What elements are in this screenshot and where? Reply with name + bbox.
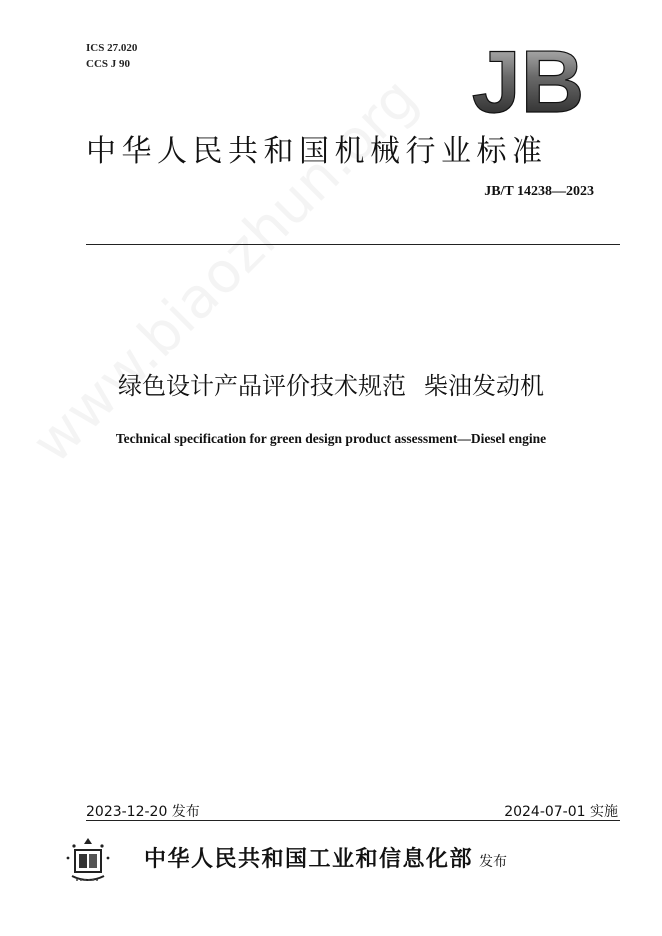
standard-category: 中华人民共和国机械行业标准 (86, 134, 548, 169)
implementation-date: 2024-07-01 实施 (504, 804, 618, 820)
ministry-seal-icon (62, 834, 114, 886)
ics-code: ICS 27.020 (86, 42, 138, 54)
jb-logo (466, 46, 590, 118)
top-divider (86, 244, 620, 245)
ccs-code: CCS J 90 (86, 58, 131, 70)
bottom-divider (86, 820, 620, 821)
standard-number: JB/T 14238—2023 (484, 184, 594, 199)
chinese-title-main: 绿色设计产品评价技术规范 (118, 372, 406, 400)
chinese-title (0, 366, 662, 401)
issue-date: 2023-12-20 发布 (86, 804, 200, 820)
issuer-name: 中华人民共和国工业和信息化部 (144, 847, 474, 872)
chinese-title-sub: 柴油发动机 (424, 372, 544, 400)
jb-logo-text: JB (471, 46, 585, 118)
issuer (144, 842, 507, 873)
issuer-action: 发布 (479, 854, 508, 870)
english-title: Technical specification for green design product assessment—Diesel engine (115, 431, 547, 446)
classification-codes (86, 40, 137, 72)
